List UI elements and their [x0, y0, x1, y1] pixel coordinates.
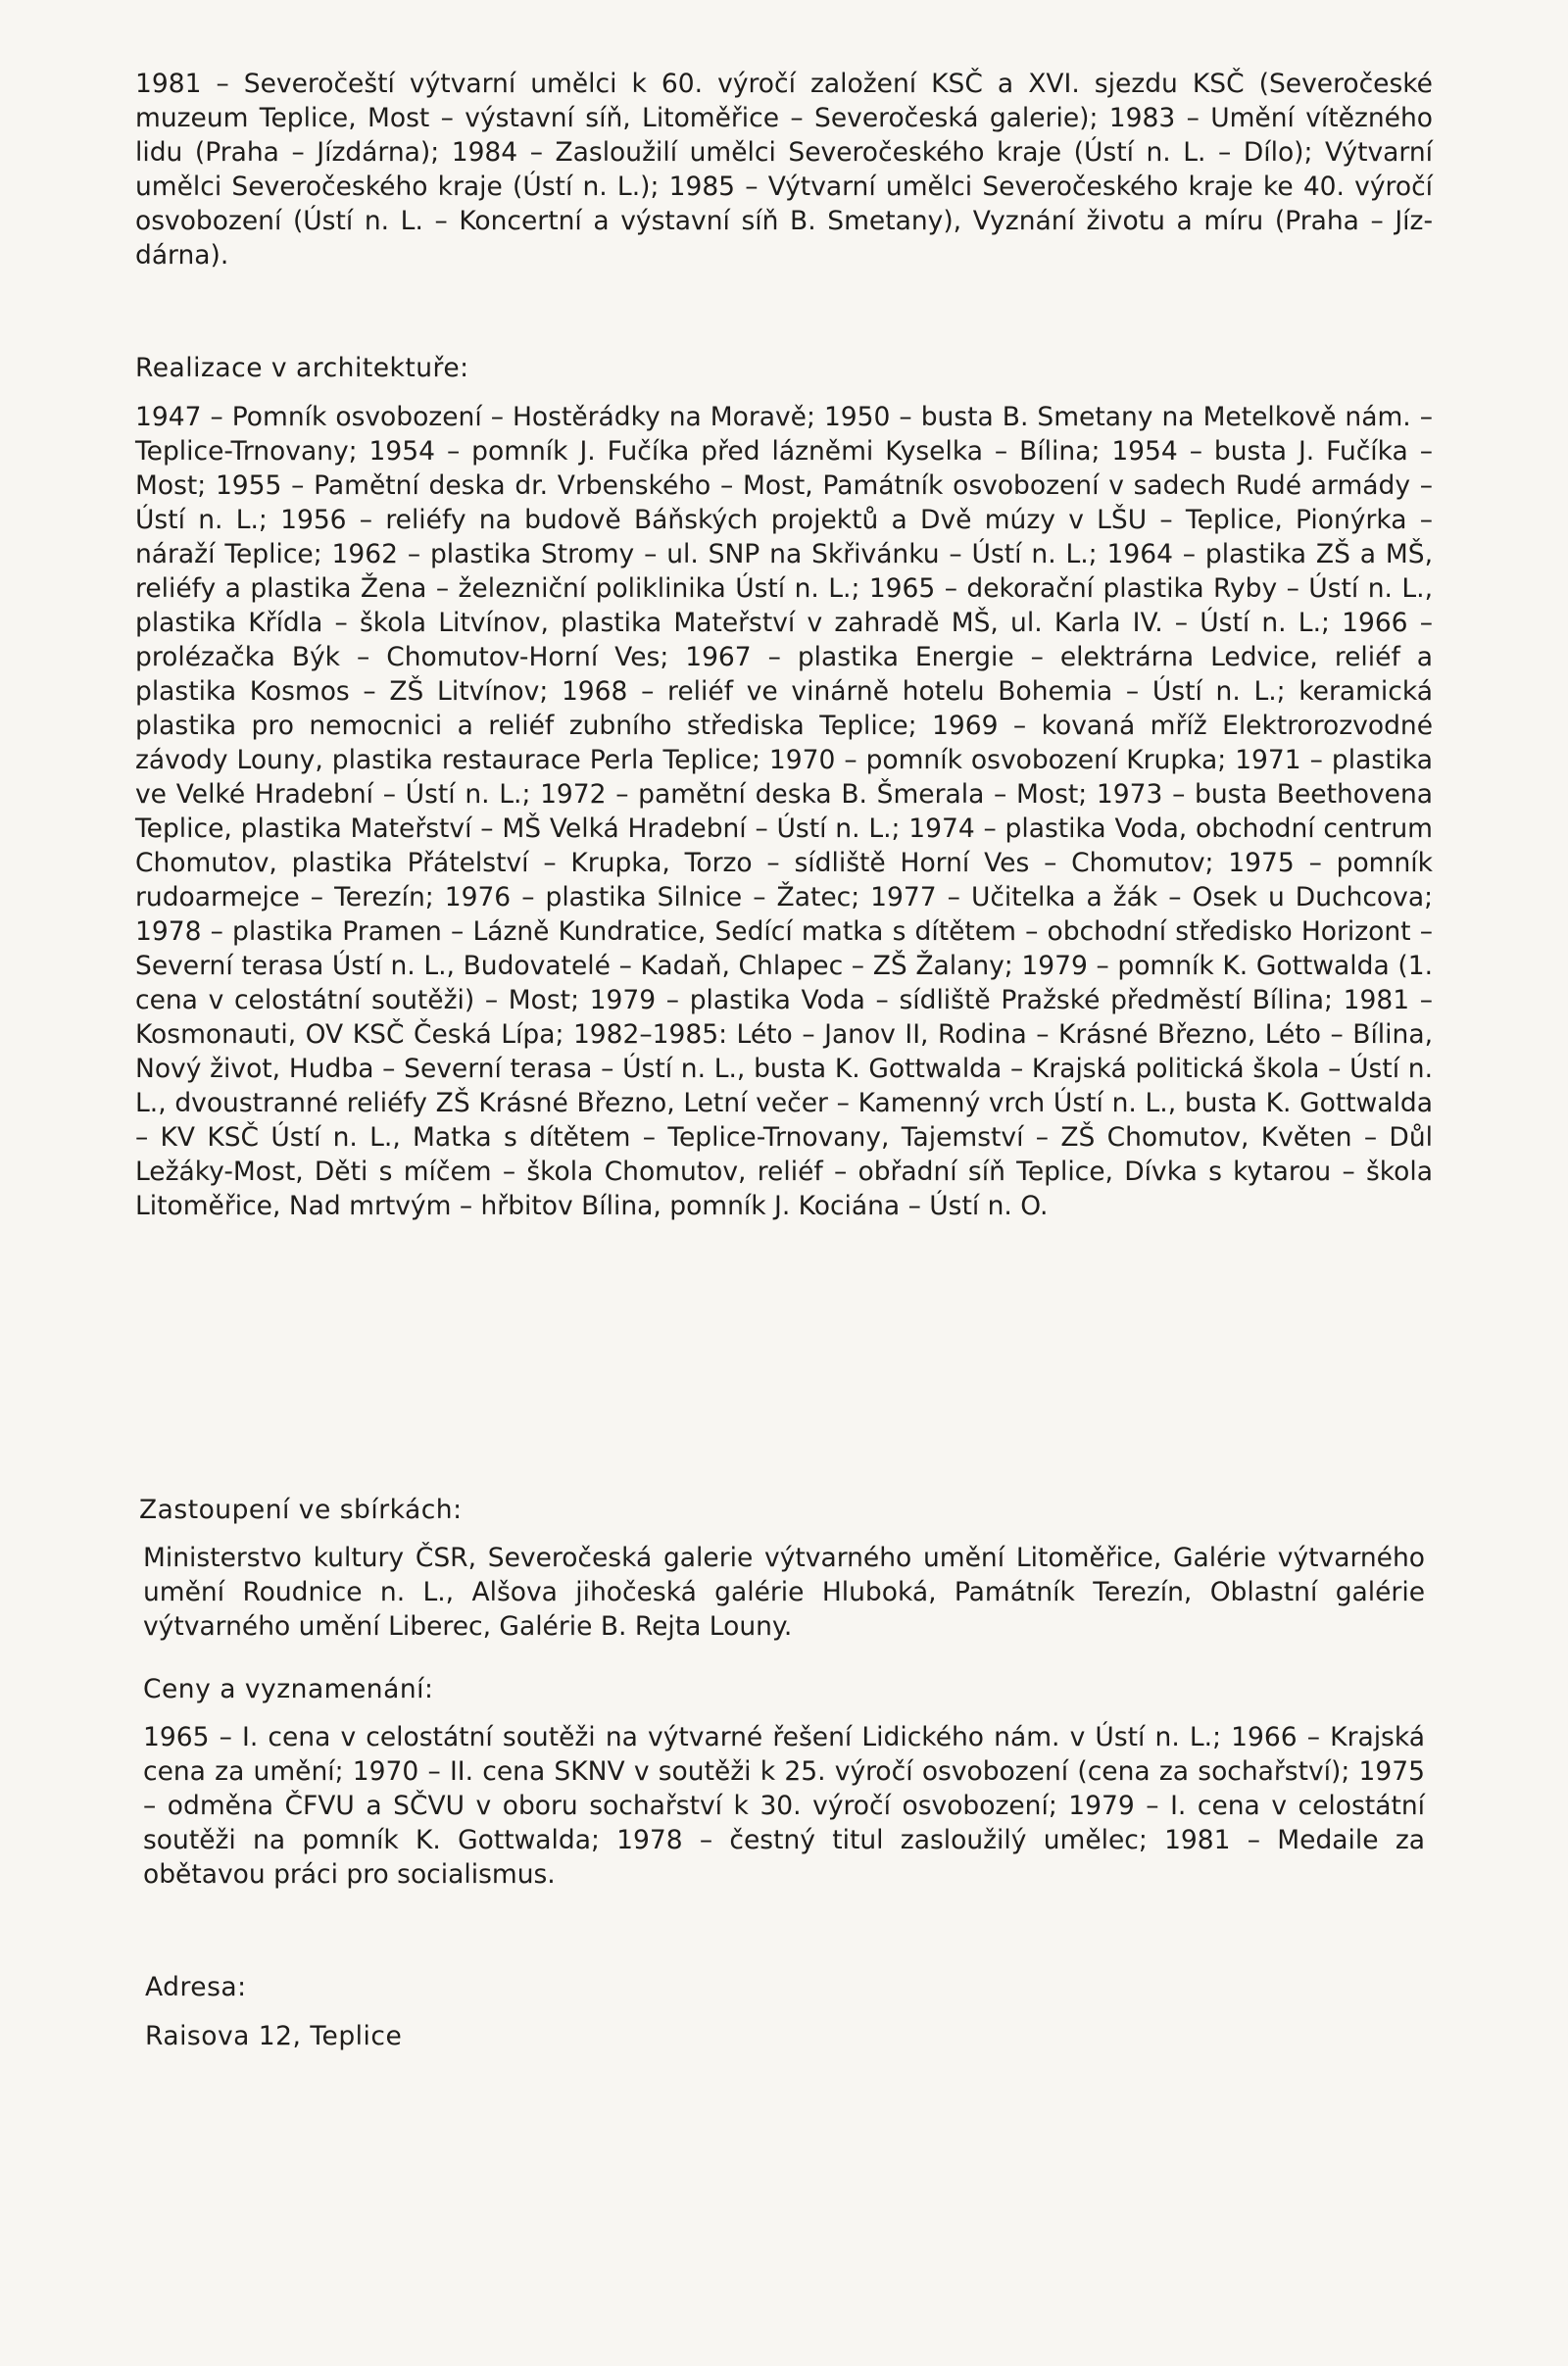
collections-heading: Zastoupení ve sbírkách: [139, 1495, 463, 1525]
address-heading: Adresa: [145, 1972, 247, 2002]
realizations-paragraph: 1947 – Pomník osvobození – Hostěrádky na Moravě; 1950 – busta B. Smetany na Metelkově nám. – Teplice-Trnovany; 1954 – pomník J. Fučíka před lázněmi Kyselka – Bílina; 1954 – busta J. Fučíka – Most; 1955 – Pamětní deska dr. Vrbenského – Most, Památník osvobození v sadech Rudé armády – Ústí n. L.; 1956 – reliéfy na budově Báňských projektů a Dvě múzy v LŠU – Teplice, Pionýrka – náraží Teplice; 1962 – plastika Stromy – ul. SNP na Skřivánku – Ústí n. L.; 1964 – plastika ZŠ a MŠ, reliéfy a plastika Žena – železniční poliklinika Ústí n. L.; 1965 – dekorační plastika Ryby – Ústí n. L., plastika Křídla – škola Litvínov, plastika Mateřství v zahradě MŠ, ul. Karla IV. – Ústí n. L.; 1966 – prolézačka Býk – Chomutov-Horní Ves; 1967 – plastika Energie – elektrárna Ledvice, reliéf a plastika Kosmos – ZŠ Litvínov; 1968 – reliéf ve vinárně hotelu Bohemia – Ústí n. L.; keramická plastika pro nemocnici a reliéf zubního střediska Teplice; 1969 – kovaná mříž Elektrorozvodné závody Louny, plastika restaurace Perla Teplice; 1970 – pomník osvobození Krupka; 1971 – plastika ve Velké Hradební – Ústí n. L.; 1972 – pamětní deska B. Šmerala – Most; 1973 – busta Beethovena Teplice, plastika Mateřství – MŠ Velká Hradební – Ústí n. L.; 1974 – plastika Voda, obchodní centrum Chomutov, plastika Přátelství – Krupka, Torzo – sídliště Horní Ves – Chomutov; 1975 – pomník rudoarmejce – Terezín; 1976 – plastika Silnice – Žatec; 1977 – Učitelka a žák – Osek u Duchcova; 1978 – plastika Pramen – Lázně Kundratice, Sedící matka s dítětem – obchodní středisko Horizont – Severní terasa Ústí n. L., Budovatelé – Kadaň, Chlapec – ZŠ Žalany; 1979 – pomník K. Gottwalda (1. cena v celostátní soutěži) – Most; 1979 – plastika Voda – sídliště Pražské předměstí Bílina; 1981 – Kosmonauti, OV KSČ Česká Lípa; 1982–1985: Léto – Janov II, Rodina – Krásné Březno, Léto – Bílina, Nový život, Hudba – Severní terasa – Ústí n. L., busta K. Gottwalda – Krajská politická škola – Ústí n. L., dvoustranné reliéfy ZŠ Krásné Březno, Letní večer – Kamenný vrch Ústí n. L., busta K. Gottwalda – KV KSČ Ústí n. L., Matka s dítětem – Teplice-Trnovany, Tajemství – ZŠ Chomutov, Květen – Důl Ležáky-Most, Děti s míčem – škola Chomutov, reliéf – obřadní síň Teplice, Dívka s kytarou – škola Litoměřice, Nad mrtvým – hřbitov Bílina, pomník J. Kociána – Ústí n. O. [135, 402, 1433, 1221]
address-text: Raisova 12, Teplice [145, 2021, 403, 2051]
awards-heading: Ceny a vyznamenání: [143, 1674, 434, 1704]
exhibitions-paragraph: 1981 – Severočeští výtvarní umělci k 60. výročí založení KSČ a XVI. sjezdu KSČ (Severočeské muzeum Teplice, Most – výstavní síň, Litoměřice – Severočeská galerie); 1983 – Umění vítězného lidu (Praha – Jízdárna); 1984 – Zasloužilí umělci Severočeského kraje (Ústí n. L. – Dílo); Výtvarní umělci Severočeského kraje (Ústí n. L.); 1985 – Výtvarní umělci Severočeského kraje ke 40. výročí osvobození (Ústí n. L. – Koncertní a výstavní síň B. Smetany), Vyznání životu a míru (Praha – Jízdárna). [135, 69, 1433, 271]
collections-paragraph: Ministerstvo kultury ČSR, Severočeská galerie výtvarného umění Litoměřice, Galérie výtvarného umění Roudnice n. L., Alšova jihočeská galérie Hluboká, Památník Terezín, Oblastní galérie výtvarného umění Liberec, Galérie B. Rejta Louny. [143, 1543, 1425, 1642]
awards-paragraph: 1965 – I. cena v celostátní soutěži na výtvarné řešení Lidického nám. v Ústí n. L.; 1966 – Krajská cena za umění; 1970 – II. cena SKNV v soutěži k 25. výročí osvobození (cena za sochařství); 1975 – odměna ČFVU a SČVU v oboru sochařství k 30. výročí osvobození; 1979 – I. cena v celostátní soutěži na pomník K. Gottwalda; 1978 – čestný titul zasloužilý umělec; 1981 – Medaile za obětavou práci pro socialismus. [143, 1722, 1425, 1890]
realizations-heading: Realizace v architektuře: [135, 353, 469, 383]
